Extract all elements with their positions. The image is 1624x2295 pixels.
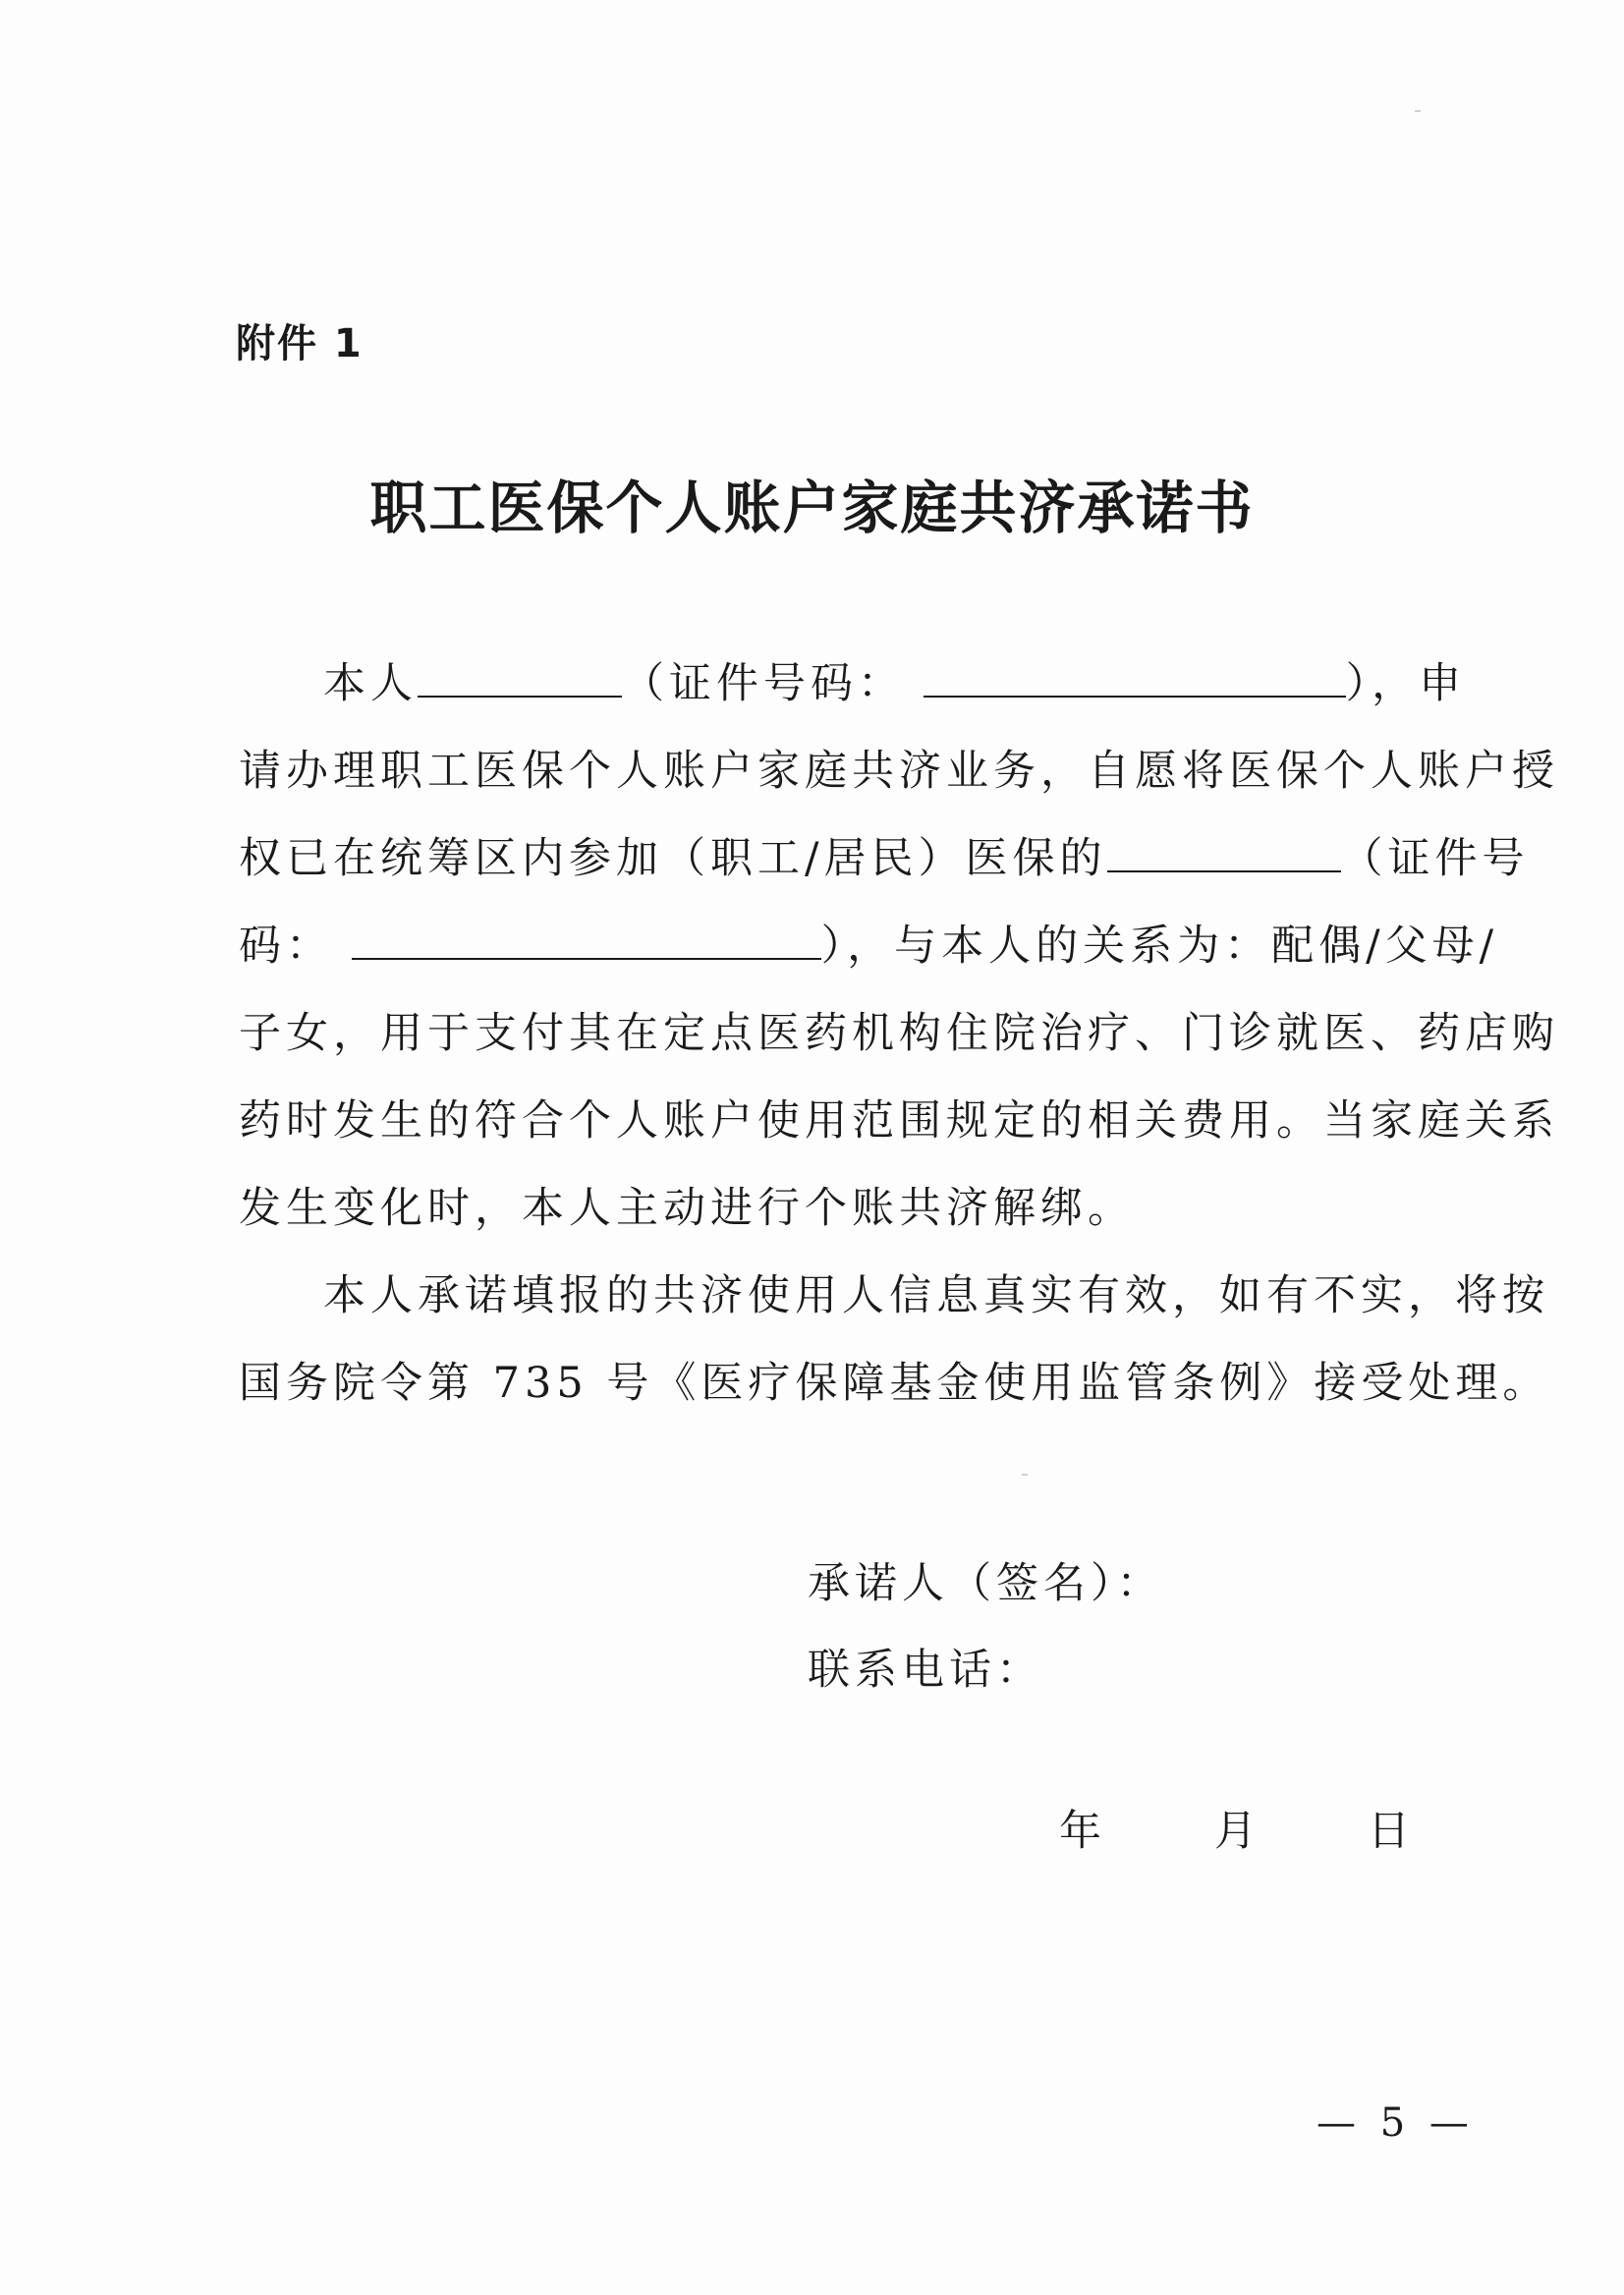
scan-speck [1415, 110, 1421, 112]
paragraph1-line4 [239, 903, 1499, 990]
date-day: 日 [1368, 1807, 1410, 1856]
family-member-id-blank[interactable] [352, 919, 821, 960]
paragraph2-line1: 本人承诺填报的共济使用人信息真实有效，如有不实，将按 [323, 1271, 1549, 1320]
paragraph2-line2: 国务院令第 735 号《医疗保障基金使用监管条例》接受处理。 [239, 1359, 1550, 1408]
text-segment: 权已在统筹区内参加（职工/居民）医保的 [239, 834, 1107, 883]
id-number-blank[interactable] [924, 656, 1346, 698]
paragraph1-line5: 子女，用于支付其在定点医药机构住院治疗、门诊就医、药店购 [239, 1009, 1559, 1058]
document-body [239, 641, 1559, 1427]
date-month: 月 [1214, 1807, 1257, 1856]
paragraph1-line7: 发生变化时，本人主动进行个账共济解绑。 [239, 1184, 1135, 1233]
text-segment: （证件号 [1340, 834, 1530, 883]
family-member-name-blank[interactable] [1107, 831, 1341, 872]
promisor-signature-label: 承诺人（签名）： [808, 1559, 1164, 1608]
text-segment: ），申 [1345, 659, 1467, 708]
text-segment: 本人 [323, 659, 418, 708]
text-segment: ），与本人的关系为：配偶/父母/ [820, 922, 1499, 971]
contact-phone-label: 联系电话： [808, 1646, 1043, 1695]
paragraph1-line3 [239, 815, 1530, 903]
text-segment: 码： [239, 922, 333, 971]
paragraph1-line2: 请办理职工医保个人账户家庭共济业务，自愿将医保个人账户授 [239, 747, 1559, 796]
text-segment: （证件号码： [622, 659, 905, 708]
document-title: 职工医保个人账户家庭共济承诺书 [369, 475, 1255, 541]
paragraph1-line1 [239, 641, 1467, 728]
date-year: 年 [1059, 1807, 1101, 1856]
page-number: — 5 — [1316, 2100, 1475, 2146]
attachment-label: 附件 1 [236, 321, 364, 366]
paragraph1-line6: 药时发生的符合个人账户使用范围规定的相关费用。当家庭关系 [239, 1096, 1559, 1146]
name-blank[interactable] [418, 656, 622, 698]
scan-speck [1022, 1474, 1028, 1476]
